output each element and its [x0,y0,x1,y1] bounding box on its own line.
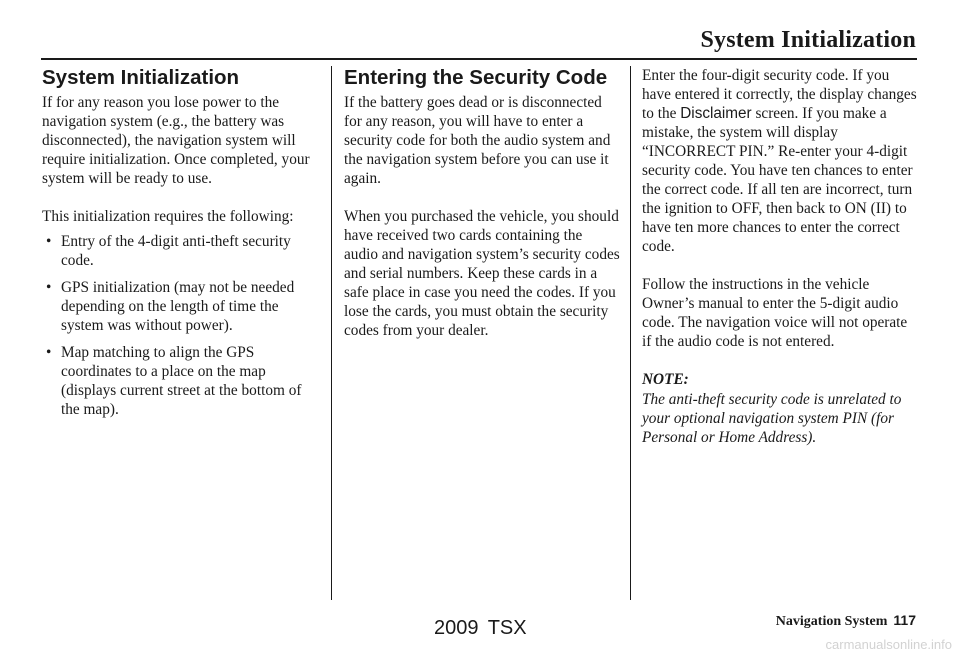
page-header-title: System Initialization [700,27,916,53]
note-body: The anti-theft security code is unrelated to your optional navigation system PIN (for Personal or Home Address). [642,391,902,446]
list-item: • GPS initialization (may not be needed depending on the length of time the system was without power). [42,278,322,335]
header-rule [41,58,917,60]
requirements-list [42,232,322,419]
footer-section-name: Navigation System [775,614,888,629]
page-footer [776,612,916,630]
list-item: • Entry of the 4-digit anti-theft security code. [42,232,322,270]
page-number: 117 [893,612,916,628]
paragraph: This initialization requires the following: [42,208,294,225]
section-heading-system-initialization: System Initialization [42,66,240,89]
column-divider [331,66,332,600]
section-heading-security-code: Entering the Security Code [344,66,608,89]
column-2 [344,66,620,359]
watermark: carmanualsonline.info [825,637,952,652]
disclaimer-term: Disclaimer [680,105,752,122]
column-divider [630,66,631,600]
list-item: • Map matching to align the GPS coordinates to a place on the map (displays current street at the bottom of the map). [42,343,322,419]
paragraph [642,66,918,256]
text-run: screen. If you make a mistake, the system will display “INCORRECT PIN.” Re-enter your 4-digit security code. You have ten chances to enter the correct code. If all ten are incorrect, turn the ignition to OFF, then back to ON (II) to have ten more chances to enter the correct code. [642,105,913,255]
column-3 [642,66,918,447]
note-label: NOTE: [642,371,689,388]
paragraph: Follow the instructions in the vehicle Owner’s manual to enter the 5-digit audio code. The navigation voice will not operate if the audio code is not entered. [642,276,908,350]
model-label: 2009 TSX [434,617,527,639]
paragraph: If the battery goes dead or is disconnected for any reason, you will have to enter a security code for both the audio system and the navigation system before you can use it again. [344,94,611,187]
paragraph: When you purchased the vehicle, you should have received two cards containing the audio and navigation system’s security codes and serial numbers. Keep these cards in a safe place in case you need the codes. If you lose the cards, you must obtain the security codes from your dealer. [344,208,620,339]
paragraph: If for any reason you lose power to the navigation system (e.g., the battery was disconnected), the navigation system will require initialization. Once completed, your system will be ready to use. [42,94,310,187]
column-1 [42,66,322,427]
text-run: Enter the four-digit security code. If you have entered it correctly, the display changes to the [642,67,917,122]
